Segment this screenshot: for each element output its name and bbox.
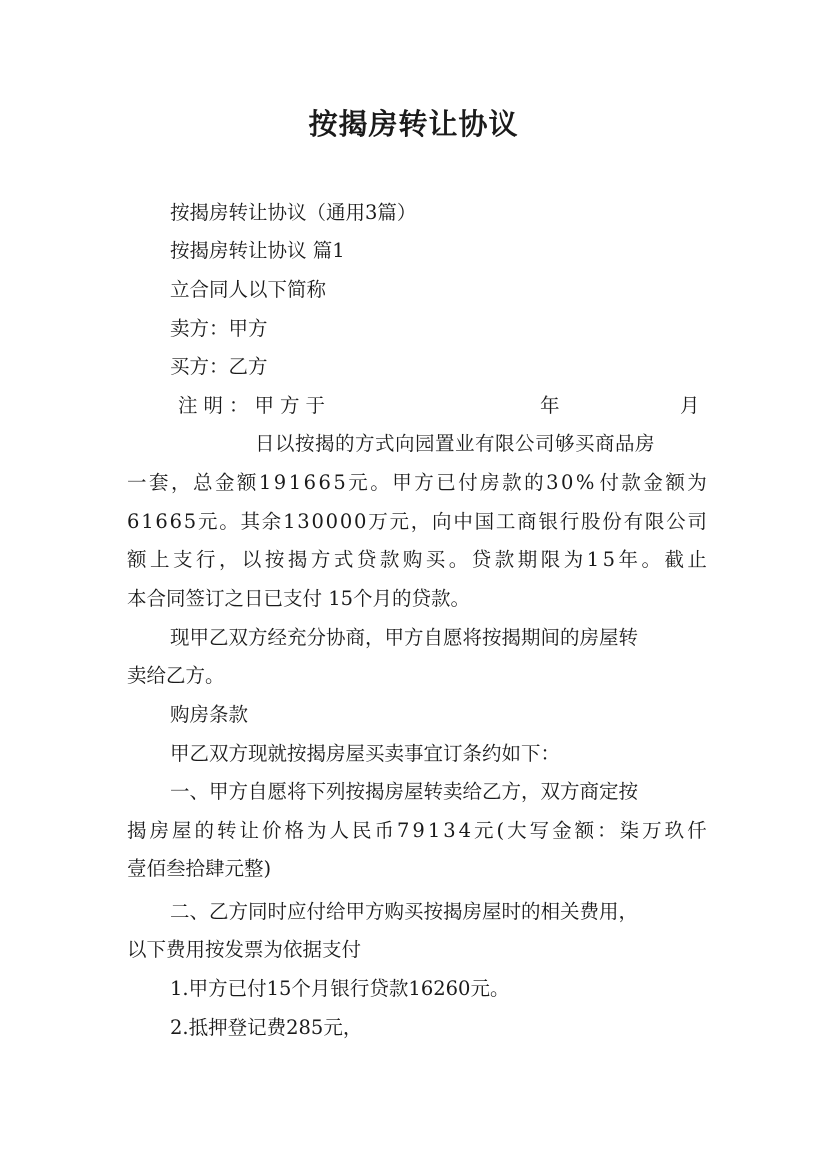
parties-intro: 立合同人以下简称 <box>170 278 327 301</box>
body-line: 日以按揭的方式向园置业有限公司够买商品房 <box>255 432 656 455</box>
body-line: 现甲乙双方经充分协商，甲方自愿将按揭期间的房屋转 <box>170 626 639 649</box>
body-line: 额 上 支 行 ， 以 按 揭 方 式 贷 款 购 买 。 贷 款 期 限 为 1 5 年 。 截 止 <box>127 548 707 571</box>
fee-item: 2.抵押登记费285元， <box>170 1016 363 1039</box>
clause-two: 二、乙方同时应付给甲方购买按揭房屋时的相关费用， <box>170 900 639 923</box>
subtitle-line: 按揭房转让协议（通用3篇） <box>170 201 417 224</box>
body-line: 以下费用按发票为依据支付 <box>127 938 362 961</box>
body-line: 本合同签订之日已支付 15个月的贷款。 <box>127 587 471 610</box>
body-line: 壹佰叁拾肆元整) <box>127 857 272 880</box>
fee-item: 1.甲方已付15个月银行贷款16260元。 <box>170 977 510 1000</box>
document-title: 按揭房转让协议 <box>308 107 519 141</box>
body-line: 一 套 ， 总 金 额 1 9 1 6 6 5 元 。 甲 方 已 付 房 款 的 3 0 % 付 款 金 额 为 <box>127 471 707 494</box>
body-line: 甲乙双方现就按揭房屋买卖事宜订条约如下： <box>170 742 561 765</box>
clause-heading: 购房条款 <box>170 703 249 726</box>
seller-line: 卖方：甲方 <box>170 317 268 340</box>
date-month: 月 <box>680 394 700 417</box>
body-line: 卖给乙方。 <box>127 664 225 687</box>
body-line: 6 1 6 6 5 元 。 其 余 1 3 0 0 0 0 万 元 ， 向 中 国 工 商 银 行 股 份 有 限 公 司 <box>127 510 707 533</box>
date-label: 注明：甲方于 <box>178 394 332 417</box>
section-heading: 按揭房转让协议 篇1 <box>170 239 345 262</box>
body-line: 揭 房 屋 的 转 让 价 格 为 人 民 币 7 9 1 3 4 元 ( 大 写 金 额 ： 柒 万 玖 仟 <box>127 819 707 842</box>
clause-one: 一、甲方自愿将下列按揭房屋转卖给乙方，双方商定按 <box>170 780 639 803</box>
buyer-line: 买方：乙方 <box>170 355 268 378</box>
date-year: 年 <box>540 394 560 417</box>
